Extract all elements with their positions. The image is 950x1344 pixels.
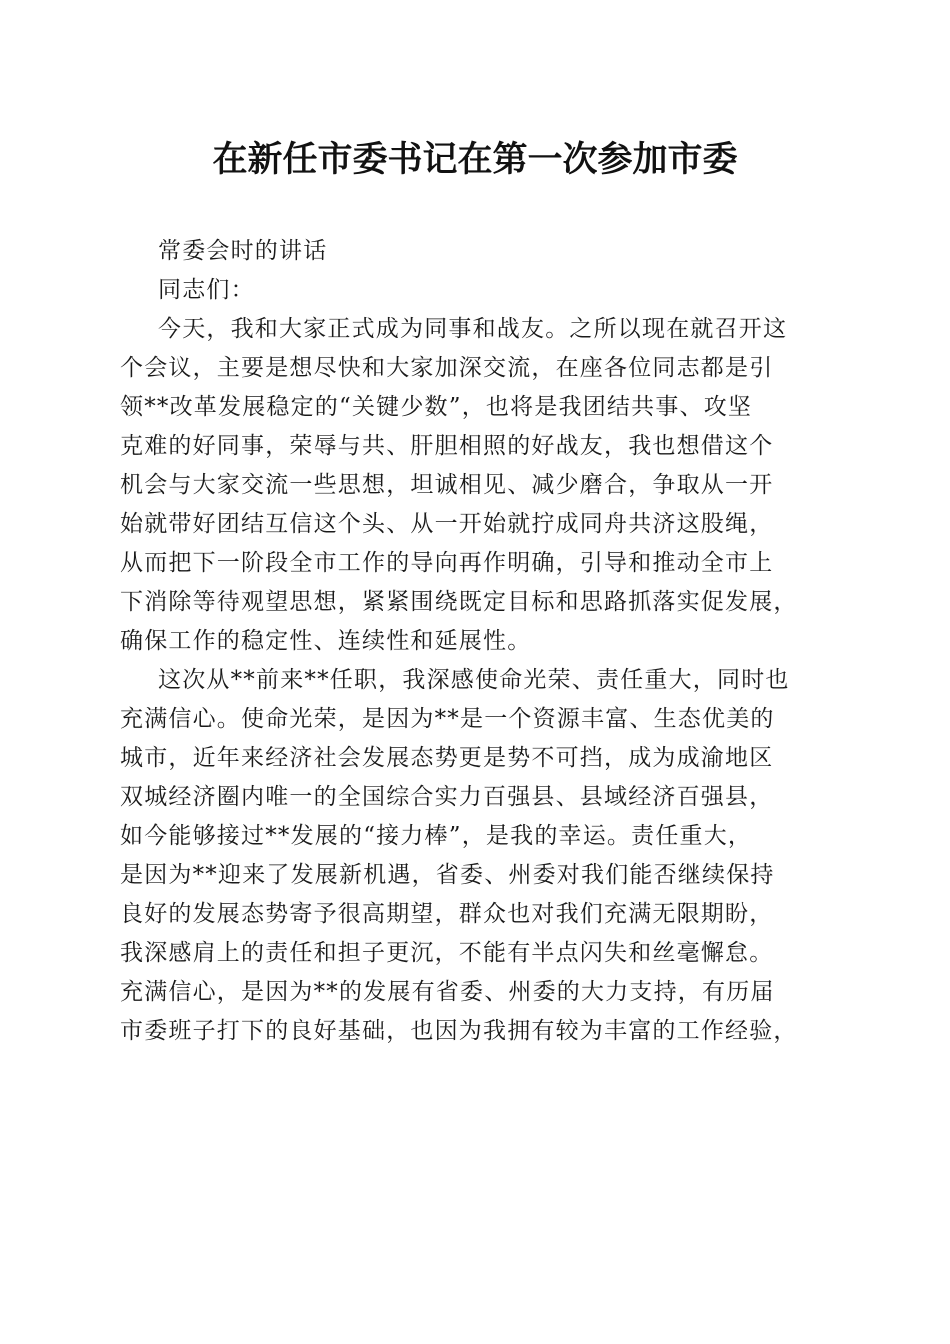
text-line: 双城经济圈内唯一的全国综合实力百强县、县域经济百强县，: [120, 784, 774, 810]
text-line: 始就带好团结互信这个头、从一开始就拧成同舟共济这股绳，: [120, 511, 774, 537]
text-line: 常委会时的讲话: [158, 238, 328, 264]
text-line: 机会与大家交流一些思想，坦诚相见、减少磨合，争取从一开: [120, 472, 774, 498]
text-line: 充满信心，是因为**的发展有省委、州委的大力支持，有历届: [120, 979, 775, 1005]
text-line: 领**改革发展稳定的“关键少数”，也将是我团结共事、攻坚: [120, 394, 753, 420]
text-line: 确保工作的稳定性、连续性和延展性。: [120, 628, 532, 654]
text-line: 我深感肩上的责任和担子更沉，不能有半点闪失和丝毫懈怠。: [120, 940, 774, 966]
page-title: 在新任市委书记在第一次参加市委: [212, 139, 738, 180]
text-line: 市委班子打下的良好基础，也因为我拥有较为丰富的工作经验，: [120, 1018, 798, 1044]
text-line: 充满信心。使命光荣，是因为**是一个资源丰富、生态优美的: [120, 706, 775, 732]
text-line: 克难的好同事，荣辱与共、肝胆相照的好战友，我也想借这个: [120, 433, 774, 459]
text-line: 从而把下一阶段全市工作的导向再作明确，引导和推动全市上: [120, 550, 774, 576]
text-line: 这次从**前来**任职，我深感使命光荣、责任重大，同时也: [158, 667, 790, 693]
text-line: 良好的发展态势寄予很高期望，群众也对我们充满无限期盼，: [120, 901, 774, 927]
text-line: 个会议，主要是想尽快和大家加深交流，在座各位同志都是引: [120, 355, 774, 381]
text-line: 是因为**迎来了发展新机遇，省委、州委对我们能否继续保持: [120, 862, 775, 888]
text-line: 如今能够接过**发展的“接力棒”，是我的幸运。责任重大，: [120, 823, 753, 849]
text-line: 今天，我和大家正式成为同事和战友。之所以现在就召开这: [158, 316, 788, 342]
text-line: 下消除等待观望思想，紧紧围绕既定目标和思路抓落实促发展，: [120, 589, 798, 615]
document-body: [120, 232, 840, 1051]
text-line: 城市，近年来经济社会发展态势更是势不可挡，成为成渝地区: [120, 745, 774, 771]
text-line: 同志们：: [158, 277, 255, 303]
